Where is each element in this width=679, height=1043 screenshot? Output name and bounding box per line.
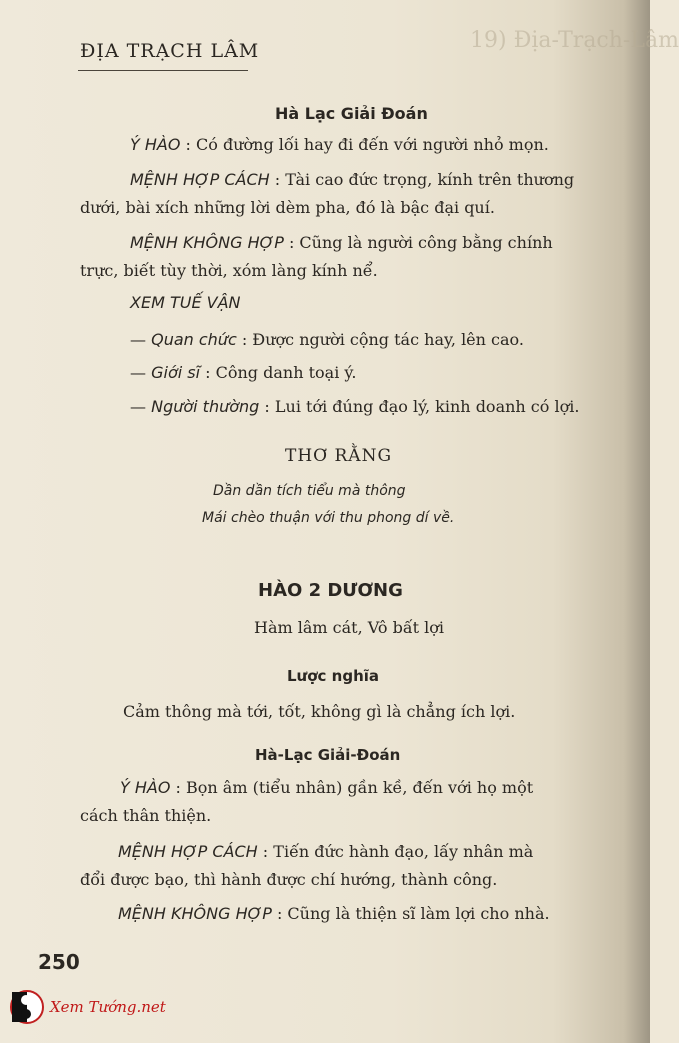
luoc-nghia-heading: Lược nghĩa bbox=[287, 667, 380, 685]
nguoi-thuong-text: : Lui tới đúng đạo lý, kinh doanh có lợi. bbox=[264, 397, 580, 416]
gioi-si-item: — Giới sĩ : Công danh toại ý. bbox=[130, 363, 357, 382]
s2-y-hao-line-2: cách thân thiện. bbox=[80, 806, 212, 825]
s2-menh-hop-cach-label: MỆNH HỢP CÁCH bbox=[118, 842, 258, 861]
s2-y-hao-label: Ý HÀO bbox=[120, 778, 171, 797]
y-hao-label: Ý HÀO bbox=[130, 135, 181, 154]
s2-y-hao-line-1 bbox=[120, 778, 533, 797]
menh-hop-cach-label: MỆNH HỢP CÁCH bbox=[130, 170, 270, 189]
menh-hop-cach-line-2: dưới, bài xích những lời dèm pha, đó là bậc đại quí. bbox=[80, 198, 495, 217]
site-logo[interactable] bbox=[10, 990, 166, 1024]
section2-heading: Hà-Lạc Giải-Đoán bbox=[255, 746, 401, 764]
quan-chuc-label: Quan chức bbox=[151, 330, 237, 349]
menh-hop-cach-line-1 bbox=[130, 170, 574, 189]
quan-chuc-item: — Quan chức : Được người cộng tác hay, lên cao. bbox=[130, 330, 524, 349]
s2-menh-khong-hop-text: : Cũng là thiện sĩ làm lợi cho nhà. bbox=[276, 904, 550, 923]
bleed-through-text: 19) Địa-Trạch-Lâm bbox=[470, 28, 679, 53]
menh-khong-hop-line-1 bbox=[130, 233, 553, 252]
menh-khong-hop-text-1: : Cũng là người công bằng chính bbox=[288, 233, 553, 252]
page-number: 250 bbox=[38, 950, 80, 974]
y-hao-para-1 bbox=[130, 135, 549, 154]
poem-line-1: Dần dần tích tiểu mà thông bbox=[213, 483, 406, 499]
running-header: ĐỊA TRẠCH LÂM bbox=[80, 40, 260, 62]
logo-text: Xem Tướng.net bbox=[50, 998, 166, 1016]
nguoi-thuong-label: Người thường bbox=[151, 397, 260, 416]
s2-menh-khong-hop-line bbox=[118, 904, 550, 923]
nguoi-thuong-item: — Người thường : Lui tới đúng đạo lý, kinh doanh có lợi. bbox=[130, 397, 580, 416]
menh-khong-hop-line-2: trực, biết tùy thời, xóm làng kính nể. bbox=[80, 261, 378, 280]
y-hao-text: : Có đường lối hay đi đến với người nhỏ mọn. bbox=[185, 135, 549, 154]
menh-khong-hop-label: MỆNH KHÔNG HỢP bbox=[130, 233, 284, 252]
s2-menh-hop-cach-line-1 bbox=[118, 842, 533, 861]
yin-yang-icon bbox=[10, 990, 44, 1024]
menh-hop-cach-text-1: : Tài cao đức trọng, kính trên thương bbox=[274, 170, 575, 189]
section2-title: HÀO 2 DƯƠNG bbox=[258, 580, 403, 601]
gioi-si-text: : Công danh toại ý. bbox=[205, 363, 357, 382]
tho-rang-heading: THƠ RẰNG bbox=[285, 446, 393, 466]
s2-menh-hop-cach-line-2: đổi được bạo, thì hành được chí hướng, thành công. bbox=[80, 870, 498, 889]
section1-heading: Hà Lạc Giải Đoán bbox=[275, 104, 428, 123]
luoc-nghia-text: Cảm thông mà tới, tốt, không gì là chẳng ích lợi. bbox=[123, 702, 516, 721]
quan-chuc-text: : Được người cộng tác hay, lên cao. bbox=[241, 330, 524, 349]
poem-line-2: Mái chèo thuận với thu phong dí về. bbox=[202, 510, 455, 526]
s2-y-hao-text-1: : Bọn âm (tiểu nhân) gần kề, đến với họ một bbox=[175, 778, 534, 797]
header-underline bbox=[78, 70, 248, 71]
s2-menh-hop-cach-text-1: : Tiến đức hành đạo, lấy nhân mà bbox=[262, 842, 534, 861]
s2-menh-khong-hop-label: MỆNH KHÔNG HỢP bbox=[118, 904, 272, 923]
gioi-si-label: Giới sĩ bbox=[151, 363, 201, 382]
xem-tue-van-heading: XEM TUẾ VẬN bbox=[130, 293, 241, 312]
section2-subtitle: Hàm lâm cát, Vô bất lợi bbox=[254, 618, 444, 637]
